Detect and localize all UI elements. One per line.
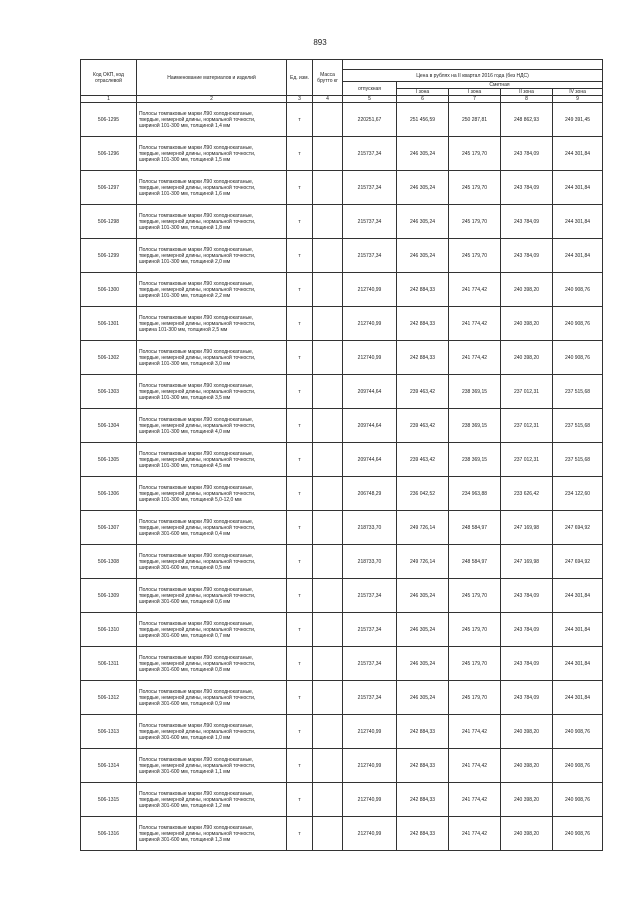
row-code: 506-1301 <box>81 307 137 341</box>
row-code: 506-1306 <box>81 477 137 511</box>
row-zone-1b-price: 245 179,70 <box>449 137 501 171</box>
row-zone-2-price: 243 784,09 <box>501 137 553 171</box>
table-row <box>81 817 603 851</box>
row-zone-4-price: 244 301,84 <box>553 171 603 205</box>
row-code: 506-1311 <box>81 647 137 681</box>
column-number: 6 <box>397 96 449 103</box>
row-zone-1-price: 251 456,59 <box>397 103 449 137</box>
row-zone-1-price: 246 305,24 <box>397 171 449 205</box>
row-unit: т <box>287 409 313 443</box>
row-zone-4-price: 234 122,60 <box>553 477 603 511</box>
header-code: Код ОКП, код отраслевой <box>81 60 137 96</box>
row-zone-4-price: 237 515,68 <box>553 443 603 477</box>
column-number: 2 <box>137 96 287 103</box>
row-zone-1-price: 236 042,52 <box>397 477 449 511</box>
column-numbers-row <box>81 96 603 103</box>
row-zone-1b-price: 245 179,70 <box>449 239 501 273</box>
row-release-price: 215737,34 <box>343 681 397 715</box>
row-name: Полосы томпаковые марки Л90 холоднокатаные, твердые, немерной длины, нормальной точности, шириной 101-300 мм, толщиной 2,2 мм <box>137 273 287 307</box>
row-zone-1b-price: 248 584,97 <box>449 511 501 545</box>
row-release-price: 215737,34 <box>343 647 397 681</box>
row-release-price: 220251,67 <box>343 103 397 137</box>
row-mass <box>313 443 343 477</box>
row-zone-1b-price: 241 774,42 <box>449 273 501 307</box>
row-zone-1b-price: 245 179,70 <box>449 171 501 205</box>
row-zone-2-price: 247 169,98 <box>501 511 553 545</box>
row-name: Полосы томпаковые марки Л90 холоднокатаные, твердые, немерной длины, нормальной точности, шириной 301-600 мм, толщиной 1,1 мм <box>137 749 287 783</box>
column-number: 3 <box>287 96 313 103</box>
row-zone-2-price: 247 169,98 <box>501 545 553 579</box>
row-zone-1b-price: 245 179,70 <box>449 205 501 239</box>
row-release-price: 209744,64 <box>343 409 397 443</box>
row-release-price: 212740,99 <box>343 341 397 375</box>
row-code: 506-1295 <box>81 103 137 137</box>
row-unit: т <box>287 647 313 681</box>
row-zone-2-price: 243 784,09 <box>501 613 553 647</box>
header-zone-4: IV зона <box>553 89 603 96</box>
row-unit: т <box>287 749 313 783</box>
row-release-price: 212740,99 <box>343 817 397 851</box>
row-zone-1-price: 246 305,24 <box>397 647 449 681</box>
row-unit: т <box>287 783 313 817</box>
row-unit: т <box>287 817 313 851</box>
header-unit: Ед. изм. <box>287 60 313 96</box>
row-code: 506-1310 <box>81 613 137 647</box>
row-mass <box>313 681 343 715</box>
row-mass <box>313 545 343 579</box>
page-number: 893 <box>313 38 327 47</box>
row-unit: т <box>287 443 313 477</box>
row-release-price: 215737,34 <box>343 205 397 239</box>
row-zone-1b-price: 241 774,42 <box>449 341 501 375</box>
table-row <box>81 171 603 205</box>
row-name: Полосы томпаковые марки Л90 холоднокатаные, твердые, немерной длины, нормальной точности, шириной 101-300 мм, толщиной 5,0-12,0 мм <box>137 477 287 511</box>
row-name: Полосы томпаковые марки Л90 холоднокатаные, твердые, немерной длины, нормальной точности, шириной 301-600 мм, толщиной 0,4 мм <box>137 511 287 545</box>
row-zone-2-price: 240 398,20 <box>501 341 553 375</box>
row-zone-1b-price: 238 369,15 <box>449 443 501 477</box>
row-zone-4-price: 240 908,76 <box>553 817 603 851</box>
row-unit: т <box>287 171 313 205</box>
row-mass <box>313 273 343 307</box>
row-code: 506-1298 <box>81 205 137 239</box>
price-table <box>80 59 603 851</box>
row-mass <box>313 477 343 511</box>
row-release-price: 215737,34 <box>343 239 397 273</box>
row-mass <box>313 647 343 681</box>
row-zone-1-price: 239 463,42 <box>397 375 449 409</box>
row-name: Полосы томпаковые марки Л90 холоднокатаные, твердые, немерной длины, нормальной точности, шириной 301-600 мм, толщиной 1,2 мм <box>137 783 287 817</box>
row-code: 506-1316 <box>81 817 137 851</box>
row-zone-1b-price: 248 584,97 <box>449 545 501 579</box>
row-name: Полосы томпаковые марки Л90 холоднокатаные, твердые, немерной длины, нормальной точности, шириной 301-600 мм, толщиной 1,0 мм <box>137 715 287 749</box>
row-mass <box>313 103 343 137</box>
row-unit: т <box>287 375 313 409</box>
row-unit: т <box>287 273 313 307</box>
header-name: Наименование материалов и изделий <box>137 60 287 96</box>
row-code: 506-1300 <box>81 273 137 307</box>
row-name: Полосы томпаковые марки Л90 холоднокатаные, твердые, немерной длины, нормальной точности, шириной 101-300 мм, толщиной 1,8 мм <box>137 205 287 239</box>
row-zone-4-price: 237 515,68 <box>553 375 603 409</box>
row-name: Полосы томпаковые марки Л90 холоднокатаные, твердые, немерной длины, нормальной точности, шириной 301-600 мм, толщиной 0,9 мм <box>137 681 287 715</box>
table-row <box>81 239 603 273</box>
row-zone-2-price: 240 398,20 <box>501 749 553 783</box>
row-zone-1b-price: 245 179,70 <box>449 613 501 647</box>
row-code: 506-1302 <box>81 341 137 375</box>
row-zone-1b-price: 245 179,70 <box>449 579 501 613</box>
row-zone-4-price: 244 301,84 <box>553 239 603 273</box>
row-unit: т <box>287 681 313 715</box>
table-row <box>81 715 603 749</box>
row-mass <box>313 749 343 783</box>
row-unit: т <box>287 307 313 341</box>
row-zone-4-price: 244 301,84 <box>553 681 603 715</box>
table-row <box>81 783 603 817</box>
table-row <box>81 103 603 137</box>
row-zone-2-price: 237 012,31 <box>501 409 553 443</box>
row-zone-2-price: 243 784,09 <box>501 579 553 613</box>
row-mass <box>313 783 343 817</box>
row-release-price: 212740,99 <box>343 715 397 749</box>
column-number: 7 <box>449 96 501 103</box>
row-zone-2-price: 243 784,09 <box>501 171 553 205</box>
row-mass <box>313 137 343 171</box>
row-zone-4-price: 247 694,92 <box>553 511 603 545</box>
row-zone-4-price: 240 908,76 <box>553 307 603 341</box>
table-row <box>81 375 603 409</box>
row-release-price: 215737,34 <box>343 579 397 613</box>
column-number: 4 <box>313 96 343 103</box>
row-release-price: 215737,34 <box>343 613 397 647</box>
row-zone-1b-price: 241 774,42 <box>449 749 501 783</box>
row-code: 506-1314 <box>81 749 137 783</box>
row-unit: т <box>287 579 313 613</box>
row-name: Полосы томпаковые марки Л90 холоднокатаные, твердые, немерной длины, нормальной точности, шириной 101-300 мм, толщиной 3,0 мм <box>137 341 287 375</box>
row-zone-1b-price: 241 774,42 <box>449 715 501 749</box>
row-zone-1b-price: 245 179,70 <box>449 681 501 715</box>
row-mass <box>313 511 343 545</box>
row-code: 506-1307 <box>81 511 137 545</box>
row-name: Полосы томпаковые марки Л90 холоднокатаные, твердые, немерной длины, нормальной точности, ширина 101-300 мм, толщиной 2,5 мм <box>137 307 287 341</box>
column-number: 5 <box>343 96 397 103</box>
row-name: Полосы томпаковые марки Л90 холоднокатаные, твердые, немерной длины, нормальной точности, шириной 301-600 мм, толщиной 0,7 мм <box>137 613 287 647</box>
row-unit: т <box>287 239 313 273</box>
row-zone-1-price: 249 726,14 <box>397 511 449 545</box>
table-row <box>81 749 603 783</box>
row-zone-1-price: 242 884,33 <box>397 341 449 375</box>
row-zone-1-price: 242 884,33 <box>397 817 449 851</box>
row-zone-1-price: 246 305,24 <box>397 681 449 715</box>
row-mass <box>313 579 343 613</box>
row-zone-1-price: 246 305,24 <box>397 239 449 273</box>
row-code: 506-1299 <box>81 239 137 273</box>
row-zone-4-price: 244 301,84 <box>553 647 603 681</box>
row-code: 506-1304 <box>81 409 137 443</box>
row-code: 506-1315 <box>81 783 137 817</box>
table-row <box>81 647 603 681</box>
row-mass <box>313 375 343 409</box>
row-unit: т <box>287 545 313 579</box>
row-zone-1b-price: 250 287,81 <box>449 103 501 137</box>
column-number: 8 <box>501 96 553 103</box>
row-unit: т <box>287 511 313 545</box>
row-zone-1b-price: 238 369,15 <box>449 409 501 443</box>
row-mass <box>313 715 343 749</box>
header-price-group: Цена в рублях на II квартал 2016 года (без НДС) <box>343 70 603 82</box>
row-code: 506-1296 <box>81 137 137 171</box>
row-code: 506-1309 <box>81 579 137 613</box>
row-zone-1-price: 239 463,42 <box>397 409 449 443</box>
row-zone-4-price: 240 908,76 <box>553 715 603 749</box>
row-mass <box>313 613 343 647</box>
row-zone-2-price: 240 398,20 <box>501 273 553 307</box>
row-zone-4-price: 240 908,76 <box>553 273 603 307</box>
table-header <box>81 60 603 103</box>
row-name: Полосы томпаковые марки Л90 холоднокатаные, твердые, немерной длины, нормальной точности, шириной 301-600 мм, толщиной 0,6 мм <box>137 579 287 613</box>
row-mass <box>313 171 343 205</box>
table-row <box>81 579 603 613</box>
row-zone-4-price: 237 515,68 <box>553 409 603 443</box>
table-row <box>81 545 603 579</box>
row-zone-2-price: 240 398,20 <box>501 307 553 341</box>
row-zone-1b-price: 241 774,42 <box>449 783 501 817</box>
table-row <box>81 341 603 375</box>
table-row <box>81 409 603 443</box>
row-release-price: 212740,99 <box>343 273 397 307</box>
header-estimate: Сметная <box>397 82 603 89</box>
header-zone-1: I зона <box>397 89 449 96</box>
header-zone-2: II зона <box>501 89 553 96</box>
header-release: отпускная <box>343 82 397 96</box>
row-zone-1-price: 246 305,24 <box>397 579 449 613</box>
header-empty <box>343 60 603 70</box>
row-zone-1b-price: 234 963,88 <box>449 477 501 511</box>
row-zone-1-price: 242 884,33 <box>397 749 449 783</box>
row-zone-1-price: 246 305,24 <box>397 205 449 239</box>
row-code: 506-1303 <box>81 375 137 409</box>
table-row <box>81 511 603 545</box>
row-zone-1-price: 242 884,33 <box>397 783 449 817</box>
row-unit: т <box>287 613 313 647</box>
row-zone-4-price: 240 908,76 <box>553 749 603 783</box>
row-code: 506-1305 <box>81 443 137 477</box>
row-name: Полосы томпаковые марки Л90 холоднокатаные, твердые, немерной длины, нормальной точности, шириной 101-300 мм, толщиной 1,4 мм <box>137 103 287 137</box>
row-release-price: 212740,99 <box>343 749 397 783</box>
row-zone-1b-price: 241 774,42 <box>449 817 501 851</box>
column-number: 1 <box>81 96 137 103</box>
row-name: Полосы томпаковые марки Л90 холоднокатаные, твердые, немерной длины, нормальной точности, шириной 301-600 мм, толщиной 0,8 мм <box>137 647 287 681</box>
row-mass <box>313 205 343 239</box>
row-zone-2-price: 237 012,31 <box>501 443 553 477</box>
row-release-price: 215737,34 <box>343 171 397 205</box>
row-zone-4-price: 240 908,76 <box>553 783 603 817</box>
row-name: Полосы томпаковые марки Л90 холоднокатаные, твердые, немерной длины, нормальной точности, шириной 101-300 мм, толщиной 1,5 мм <box>137 137 287 171</box>
row-release-price: 218733,70 <box>343 545 397 579</box>
row-mass <box>313 341 343 375</box>
table-row <box>81 205 603 239</box>
row-zone-1-price: 242 884,33 <box>397 715 449 749</box>
row-release-price: 209744,64 <box>343 375 397 409</box>
row-zone-1-price: 249 726,14 <box>397 545 449 579</box>
row-zone-1b-price: 238 369,15 <box>449 375 501 409</box>
row-release-price: 212740,99 <box>343 783 397 817</box>
row-release-price: 206748,29 <box>343 477 397 511</box>
row-zone-4-price: 240 908,76 <box>553 341 603 375</box>
row-unit: т <box>287 205 313 239</box>
table-body <box>81 103 603 851</box>
column-number: 9 <box>553 96 603 103</box>
row-name: Полосы томпаковые марки Л90 холоднокатаные, твердые, немерной длины, нормальной точности, шириной 101-300 мм, толщиной 2,0 мм <box>137 239 287 273</box>
row-zone-1-price: 246 305,24 <box>397 613 449 647</box>
row-zone-2-price: 240 398,20 <box>501 783 553 817</box>
row-name: Полосы томпаковые марки Л90 холоднокатаные, твердые, немерной длины, нормальной точности, шириной 101-300 мм, толщиной 4,0 мм <box>137 409 287 443</box>
row-zone-4-price: 244 301,84 <box>553 613 603 647</box>
row-release-price: 215737,34 <box>343 137 397 171</box>
row-zone-1-price: 242 884,33 <box>397 273 449 307</box>
row-code: 506-1308 <box>81 545 137 579</box>
row-zone-1-price: 242 884,33 <box>397 307 449 341</box>
row-zone-1b-price: 241 774,42 <box>449 307 501 341</box>
row-name: Полосы томпаковые марки Л90 холоднокатаные, твердые, немерной длины, нормальной точности, шириной 101-300 мм, толщиной 4,5 мм <box>137 443 287 477</box>
row-zone-4-price: 244 301,84 <box>553 205 603 239</box>
row-mass <box>313 307 343 341</box>
row-mass <box>313 409 343 443</box>
row-unit: т <box>287 341 313 375</box>
row-unit: т <box>287 477 313 511</box>
row-zone-1-price: 239 463,42 <box>397 443 449 477</box>
row-zone-2-price: 240 398,20 <box>501 817 553 851</box>
row-zone-2-price: 243 784,09 <box>501 647 553 681</box>
row-unit: т <box>287 137 313 171</box>
row-zone-4-price: 249 391,45 <box>553 103 603 137</box>
row-release-price: 218733,70 <box>343 511 397 545</box>
row-zone-2-price: 248 862,93 <box>501 103 553 137</box>
row-zone-2-price: 233 626,42 <box>501 477 553 511</box>
row-name: Полосы томпаковые марки Л90 холоднокатаные, твердые, немерной длины, нормальной точности, шириной 101-300 мм, толщиной 3,5 мм <box>137 375 287 409</box>
row-code: 506-1313 <box>81 715 137 749</box>
row-mass <box>313 239 343 273</box>
row-zone-4-price: 244 301,84 <box>553 579 603 613</box>
header-zone-1b: I зона <box>449 89 501 96</box>
row-release-price: 209744,64 <box>343 443 397 477</box>
row-name: Полосы томпаковые марки Л90 холоднокатаные, твердые, немерной длины, нормальной точности, шириной 301-600 мм, толщиной 0,5 мм <box>137 545 287 579</box>
row-zone-2-price: 243 784,09 <box>501 681 553 715</box>
table-row <box>81 137 603 171</box>
row-name: Полосы томпаковые марки Л90 холоднокатаные, твердые, немерной длины, нормальной точности, шириной 301-600 мм, толщиной 1,3 мм <box>137 817 287 851</box>
table-row <box>81 307 603 341</box>
row-zone-2-price: 243 784,09 <box>501 239 553 273</box>
table-row <box>81 681 603 715</box>
row-unit: т <box>287 715 313 749</box>
header-mass: Масса брутто кг <box>313 60 343 96</box>
table-row <box>81 443 603 477</box>
row-zone-2-price: 237 012,31 <box>501 375 553 409</box>
row-code: 506-1297 <box>81 171 137 205</box>
row-zone-1-price: 246 305,24 <box>397 137 449 171</box>
table-row <box>81 273 603 307</box>
row-zone-4-price: 244 301,84 <box>553 137 603 171</box>
row-unit: т <box>287 103 313 137</box>
row-mass <box>313 817 343 851</box>
row-zone-4-price: 247 694,92 <box>553 545 603 579</box>
table-row <box>81 477 603 511</box>
row-name: Полосы томпаковые марки Л90 холоднокатаные, твердые, немерной длины, нормальной точности, шириной 101-300 мм, толщиной 1,6 мм <box>137 171 287 205</box>
row-release-price: 212740,99 <box>343 307 397 341</box>
row-zone-2-price: 243 784,09 <box>501 205 553 239</box>
row-zone-2-price: 240 398,20 <box>501 715 553 749</box>
row-zone-1b-price: 245 179,70 <box>449 647 501 681</box>
table-row <box>81 613 603 647</box>
row-code: 506-1312 <box>81 681 137 715</box>
